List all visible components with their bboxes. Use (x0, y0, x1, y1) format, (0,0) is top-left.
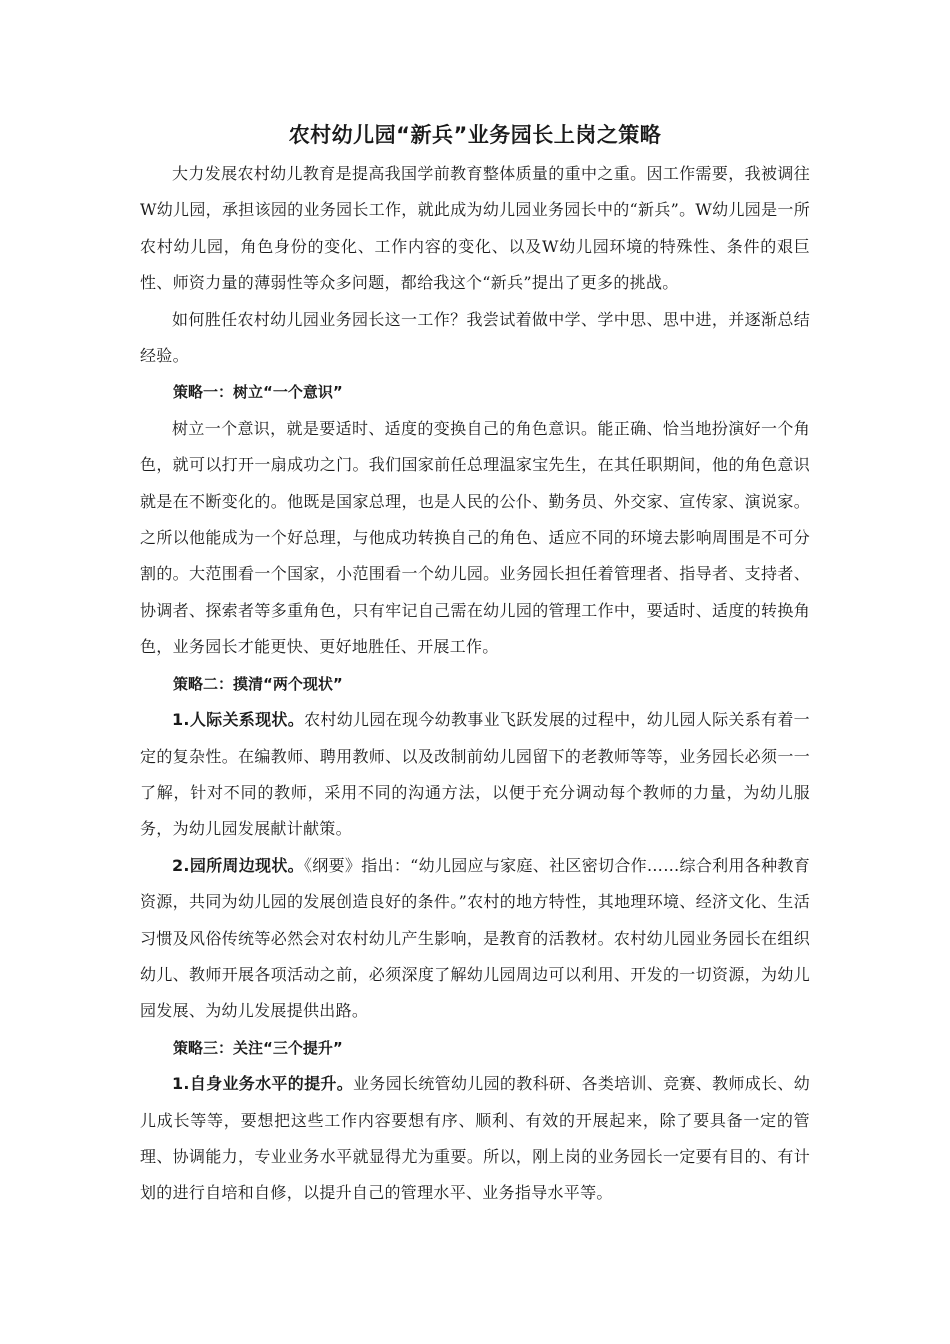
strategy-2-item-2-body: 《纲要》指出：“幼儿园应与家庭、社区密切合作……综合利用各种教育资源，共同为幼儿园的发展创造良好的条件。”农村的地方特性，其地理环境、经济文化、生活习惯及风俗传统等必然会对农村幼儿产生影响，是教育的活教材。农村幼儿园业务园长在组织幼儿、教师开展各项活动之前，必须深度了解幼儿园周边可以利用、开发的一切资源，为幼儿园发展、为幼儿发展提供出路。 (140, 855, 810, 1021)
strategy-2-item-1 (140, 702, 810, 848)
strategy-2-heading: 策略二：摸清“两个现状” (173, 674, 343, 693)
strategy-1-body: 树立一个意识，就是要适时、适度的变换自己的角色意识。能正确、恰当地扮演好一个角色，就可以打开一扇成功之门。我们国家前任总理温家宝先生，在其任职期间，他的角色意识就是在不断变化的。他既是国家总理，也是人民的公仆、勤务员、外交家、宣传家、演说家。之所以他能成为一个好总理，与他成功转换自己的角色、适应不同的环境去影响周围是不可分割的。大范围看一个国家，小范围看一个幼儿园。业务园长担任着管理者、指导者、支持者、协调者、探索者等多重角色，只有牢记自己需在幼儿园的管理工作中，要适时、适度的转换角色，业务园长才能更快、更好地胜任、开展工作。 (140, 418, 810, 657)
strategy-3-item-1 (140, 1066, 810, 1212)
strategy-2-item-1-body: 农村幼儿园在现今幼教事业飞跃发展的过程中，幼儿园人际关系有着一定的复杂性。在编教师、聘用教师、以及改制前幼儿园留下的老教师等等，业务园长必须一一了解，针对不同的教师，采用不同的沟通方法，以便于充分调动每个教师的力量，为幼儿服务，为幼儿园发展献计献策。 (140, 710, 810, 839)
strategy-3-heading: 策略三：关注“三个提升” (173, 1038, 343, 1057)
strategy-3-item-1-lead: 1.自身业务水平的提升。 (172, 1074, 354, 1094)
strategy-3-item-1-body: 业务园长统管幼儿园的教科研、各类培训、竞赛、教师成长、幼儿成长等等，要想把这些工作内容要想有序、顺利、有效的开展起来，除了要具备一定的管理、协调能力，专业业务水平就显得尤为重要。所以，刚上岗的业务园长一定要有目的、有计划的进行自培和自修，以提升自己的管理水平、业务指导水平等。 (140, 1074, 811, 1203)
strategy-2-item-2-lead: 2.园所周边现状。 (172, 855, 304, 875)
strategy-2-item-1-lead: 1.人际关系现状。 (172, 710, 305, 730)
intro-paragraph-2: 如何胜任农村幼儿园业务园长这一工作？我尝试着做中学、学中思、思中进，并逐渐总结经验。 (140, 309, 810, 366)
strategy-2-item-2 (140, 848, 810, 1030)
intro-paragraph-1: 大力发展农村幼儿教育是提高我国学前教育整体质量的重中之重。因工作需要，我被调往W幼儿园，承担该园的业务园长工作，就此成为幼儿园业务园长中的“新兵”。W幼儿园是一所农村幼儿园，角色身份的变化、工作内容的变化、以及W幼儿园环境的特殊性、条件的艰巨性、师资力量的薄弱性等众多问题，都给我这个“新兵”提出了更多的挑战。 (140, 164, 810, 293)
document-title: 农村幼儿园“新兵”业务园长上岗之策略 (288, 123, 662, 147)
strategy-1-heading: 策略一：树立“一个意识” (173, 383, 343, 402)
